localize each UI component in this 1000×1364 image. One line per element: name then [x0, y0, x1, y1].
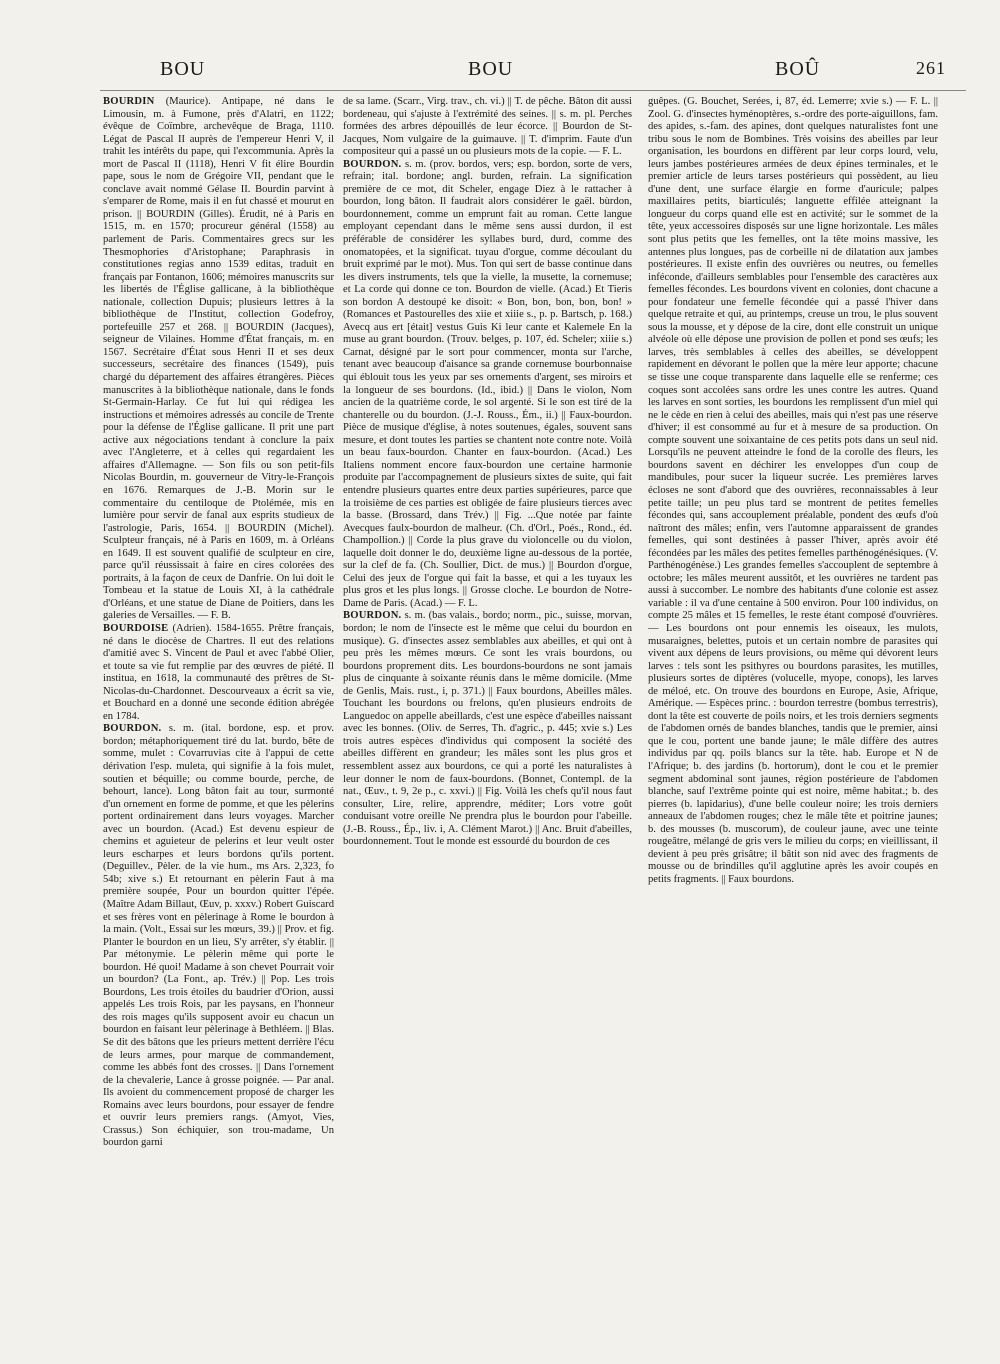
entry-text: (Maurice). Antipape, né dans le Limousin, m. à Fumone, près d'Alatri, en 1122; évêque de Coïmbre, archevêque de Braga, 1110. Légat de Pascal II auprès de l'empereur Henri V, il trahit les intérêts du pape, qui l'excommunia. Après la mort de Pascal II (1118), Henri V fit élire Bourdin pape, sous le nom de Grégoire VII, pendant que le conclave avait nommé Gélase II. Bourdin parvint à s'emparer de Rome, mais il en fut chassé et mourut en prison. || BOURDIN (Gilles). Érudit, né à Paris en 1515, m. en 1570; procureur général (1558) au parlement de Paris. Commentaires grecs sur les Thesmophories d'Aristophane; Paraphrasis in constitutiones regias anno 1539 editas, traduit en français par Fontanon, 1606; mémoires manuscrits sur les libertés de l'Église gallicane, à la bibliothèque nationale, collection Dupuis; plusieurs lettres à la bibliothèque de l'Institut, collection Godefroy, portefeuille 257 et 268. || BOURDIN (Jacques), seigneur de Vilaines. Homme d'État français, m. en 1567. Secrétaire d'État sous Henri II et ses deux successeurs, secrétaire des finances (1549), puis chargé du département des affaires étrangères. Pièces manuscrites à la bibliothèque nationale, dans le fonds St-Germain-Harlay. Ce fut lui qui rédigea les instructions et mémoires adressés au concile de Trente pour la défense de l'Église gallicane. Il prit une part active aux négociations tendant à conclure la paix avec l'Angleterre, et à celles qui regardaient les affaires d'Allemagne. — Son fils ou son petit-fils Nicolas Bourdin, m. gouverneur de Vitry-le-François en 1676. Remarques de J.-B. Morin sur le commentaire du centiloque de Ptolémée, mis en lumière pour servir de fanal aux esprits studieux de l'astrologie, Paris, 1654. || BOURDIN (Michel). Sculpteur français, né à Paris en 1609, m. à Orléans en 1649. Il est souvent qualifié de sculpteur en cire, parce qu'il réussissait à faire en cires colorées des portraits, à la façon de ceux de Danfrie. On lui doit le Tombeau et la statue de Louis XI, à la cathédrale d'Orléans, et une statue de Diane de Poitiers, dans les galeries de Versailles. — F. B.: [103, 96, 334, 622]
entry-bourdin: [103, 96, 334, 623]
entry-continuation: [648, 96, 938, 886]
headword: BOURDON.: [343, 610, 402, 622]
entry-text: de sa lame. (Scarr., Virg. trav., ch. vi.) || T. de pêche. Bâton dit aussi bordeneau, qui s'ajuste à l'extrémité des seines. || s. m. pl. Perches formées des arbres dépouillés de leur écorce. || Bourdon de St-Jacques, Nom vulgaire de la guimauve. || T. d'imprim. Faute d'un compositeur qui a passé un ou plusieurs mots de la copie. — F. L.: [343, 96, 632, 158]
entry-bourdon-baton: [103, 723, 334, 1150]
entry-text: s. m. (prov. bordos, vers; esp. bordon, sorte de vers, refrain; ital. bordone; angl. burden, refrain. La signification première de ce mot, dit Scheler, engage Diez à le rattacher à bourdon, long bâton. Il faudrait alors considérer le gaël. bùrdon, bourdonnement, comme un emprunt fait au roman. Cette langue employant cependant dans le même sens aussi durdon, il est préférable de considérer les syllabes burd, durd, comme des onomatopées, et la significat. tuyau d'orgue, comme découlant du bruit exprimé par le mot). Mus. Ton qui sert de basse continue dans les divers instruments, tels que la vielle, la musette, la cornemuse; et La corde qui donne ce ton. Bourdon de vielle. (Acad.) Et Tieris son bordon A destoupé ke disoit: « Bon, bon, bon, bon, bon! » (Romances et Pastourelles des xiie et xiiie s., p. p. Bartsch, p. 168.) Avecq aus ert [était] vestus Guis Ki leur cante et Kalemele En la muse au grant bourdon. (Trouv. belges, p. 107, éd. Scheler; xiiie s.) Carnat, désigné par le sort pour commencer, monta sur l'arche, tenant avec beaucoup d'aisance sa grande cornemuse bourbonnaise qui éblouit tous les yeux par ses ornements d'argent, ses miroirs et la longueur de ses bourdons. (Id., ibid.) || Dans le violon, Nom ancien de la quatrième corde, le sol argenté. Si le son est tiré de la chanterelle ou du bourdon. (J.-J. Rouss., Ém., ii.) || Faux-bourdon. Pièce de musique d'église, à notes soutenues, égales, souvent sans mesure, et dont toutes les parties se chantent note contre note. Voilà un beau faux-bourdon. Chanter en faux-bourdon. (Acad.) Les Italiens nomment encore faux-bourdon une certaine harmonie produite par l'accompagnement de plusieurs sixtes de suite, qui fait entendre plusieurs quartes entre deux parties supérieures, parce que la troisième de ces parties est obligée de faire plusieurs tierces avec la basse. (Brossard, dans Trév.) || Fig. ...Que notée par fainte Avecques faulx-bourdon de malheur. (Ch. d'Orl., Poés., Rond., éd. Champollion.) || Corde la plus grave du violoncelle ou du violon, laquelle doit donner le do, deuxième ligne au-dessous de la portée, sur la clef de fa. (Ch. Soullier, Dict. de mus.) || Bourdon d'orgue, Celui des jeux de l'orgue qui fait la basse, et qui a les tuyaux les plus gros et les plus longs. || Grosse cloche. Le bourdon de Notre-Dame de Paris. (Acad.) — F. L.: [343, 158, 632, 609]
running-head-left: BOU: [160, 58, 206, 80]
page-number: 261: [916, 58, 946, 78]
entry-text: s. m. (bas valais., bordo; norm., pic., suisse, morvan, bordon; le nom de l'insecte est le même que celui du bourdon en musique). G. d'insectes assez semblables aux abeilles, et qui ont à peu près les mêmes mœurs. Ce sont les vrais bourdons, ou bourdons proprement dits. Les bourdons-bourdons ne sont jamais plus de cinquante à soixante réunis dans le même domicile. (Mme de Genlis, Mais. rust., i, p. 371.) || Faux bourdons, Abeilles mâles. Touchant les bourdons ou frelons, qu'en plusieurs endroits de Languedoc on appelle abeillards, c'est une espèce d'abeilles naissant avec les bonnes. (Oliv. de Serres, Th. d'agric., p. 445; xvie s.) Les trois autres espèces d'individus qui composent la société des abeilles diffèrent en grandeur; les mâles sont les plus gros et ressemblent assez aux bourdons, ce qui a porté les naturalistes à leur donner le nom de faux-bourdons. (Bonnet, Contempl. de la nat., Œuv., t. 9, 2e p., c. xxvi.) || Fig. Voilà les chefs qu'il nous faut consulter, Lire, relire, apprendre, méditer; Lors votre goût conduisant votre oreille Ne prendra plus le bourdon pour l'abeille. (J.-B. Rouss., Ép., liv. i, A. Clément Marot.) || Anc. Bruit d'abeilles, bourdonnement. Tout le monde est essourdé du bourdon de ces: [343, 610, 632, 848]
entry-bourdon-musique: [343, 159, 632, 611]
entry-text: guêpes. (G. Bouchet, Serées, i, 87, éd. Lemerre; xvie s.) — F. L. || Zool. G. d'insectes hyménoptères, s.-ordre des porte-aiguillons, fam. des apides, s.-fam. des apines, dont quelques naturalistes font une tribu sous le nom de Bombines. Très voisins des abeilles par leur organisation, les bourdons en diffèrent par leur corps lourd, velu, leurs jambes postérieures armées de deux épines terminales, et le premier article de leurs tarses postérieurs qui possèdent, au lieu d'une dent, une surface élargie en forme d'auricule; palpes maxillaires petits, biarticulés; languette effilée atteignant la longueur du corps quand elle est en activité; sur le sommet de la tête, yeux accessoires disposés sur une ligne horizontale. Les mâles sont plus petits que les femelles, ont la tête moins massive, les antennes plus longues, pas de corbeille ni de dilatation aux jambes postérieures. Il existe enfin des ouvrières ou neutres, ou femelles inféconde, d'ailleurs semblables pour l'ensemble des caractères aux femelles fécondes. Les bourdons vivent en colonies, dont chacune a pour fondateur une femelle fécondée qui a passé l'hiver dans quelque retraite et qui, au printemps, creuse un trou, le plus souvent sous la mousse, et y dépose de la cire, dont elle construit un unique alvéole où elle dépose une provision de pollen et pond ses œufs; les larves, très semblables à celles des abeilles, se développent rapidement en dévorant le pollen que la mère leur apporte; chacune se tisse une coque transparente dans laquelle elle se renferme; ces coques sont accolées sans ordre les unes contre les autres. Quand les larves en sont sorties, les bourdons les remplissent d'un miel qui ne le cède en rien à celui des abeilles, mais qui n'est pas une réserve d'hiver; il est consommé au fur et à mesure de sa production. On compte souvent une soixantaine de ces petits pots dans un seul nid. Lorsqu'ils ne peuvent atteindre le fond de la corolle des fleurs, les bourdons savent en déchirer les enveloppes d'un coup de mandibules, pour sucer la liqueur sucrée. Les premières larves écloses ne sont d'abord que des ouvrières, reconnaissables à leur petite taille; un peu plus tard se montrent de petites femelles fécondes qui, sans accouplement préalable, pondent des œufs d'où naîtront des mâles; enfin, vers l'automne apparaissent de grandes femelles, qui sont destinées à passer l'hiver, après avoir été fécondées par les mâles des petites femelles parthénogénésiques. (V. Parthénogénèse.) Les grandes femelles s'accouplent de septembre à octobre; les mâles meurent aussitôt, et les ouvrières ne tardent pas aussi à succomber. Le nombre des habitants d'une colonie est assez variable : il va d'une centaine à 500 environ. Pour 100 individus, on compte 25 mâles et 15 femelles, le reste étant composé d'ouvrières. — Les bourdons ont pour ennemis les oiseaux, les mulots, musaraignes, belettes, putois et un certain nombre de parasites qui vivent aux dépens de leurs provisions, ou même qui dévorent leurs larves : tels sont les psithyres ou bourdons parasites, les mutilles, plusieurs sortes de diptères (volucelle, myope, conops), les larves de méloé, etc. On trouve des bourdons en Europe, Asie, Afrique, Amérique. — Espèces princ. : bourdon terrestre (bombus terrestris), dont la tête est couverte de poils noirs, et les trois derniers segments de l'abdomen ornés de bandes blanches, tandis que le premier, ainsi que le cou, portent une bande jaune; le mâle diffère des autres individus par qq. poils blancs sur la tête. hab. Europe et N de l'Afrique; b. des jardins (b. hortorum), dont le cou et le premier segment abdominal sont jaunes, région postérieure de l'abdomen blanche, sauf l'extrême pointe qui est noire, même habitat.; b. des pierres (b. lapidarius), d'une belle couleur noire; les trois derniers anneaux de l'abdomen rouges; chez le mâle tête et poitrine jaunes; b. des mousses (b. muscorum), de couleur jaune, avec une teinte rougeâtre, mélangé de gris vers le milieu du corps; en vieillissant, il devient à peu près grisâtre; il bâtit son nid avec des fragments de mousse ou de brindilles qu'il agglutine après les avoir coupés en petits fragments. || Faux bourdons.: [648, 96, 938, 885]
column-3: [648, 96, 938, 1336]
entry-bourdon-insecte: [343, 610, 632, 848]
column-1: [103, 96, 334, 1336]
headword: BOURDOISE: [103, 622, 169, 634]
entry-bourdoise: [103, 623, 334, 723]
headword: BOURDIN: [103, 96, 155, 107]
running-head: [0, 58, 1000, 88]
headword: BOURDON.: [343, 158, 402, 170]
running-head-center: BOU: [468, 58, 514, 80]
entry-continuation: [343, 96, 632, 159]
running-head-right: BOÛ: [775, 58, 821, 80]
entry-text: (Adrien). 1584-1655. Prêtre français, né dans le diocèse de Chartres. Il eut des relations d'amitié avec S. Vincent de Paul et avec l'abbé Olier, et toute sa vie fut remplie par des œuvres de piété. Il institua, en 1618, la communauté des prêtres de St-Nicolas-du-Chardonnet. Descourveaux a écrit sa vie, et Bouchard en a donné une seconde édition abrégée en 1784.: [103, 622, 334, 722]
header-rule: [100, 90, 966, 91]
column-2: [343, 96, 632, 1336]
headword: BOURDON.: [103, 723, 162, 735]
entry-text: s. m. (ital. bordone, esp. et prov. bordon; métaphoriquement tiré du lat. burdo, bête de somme, mulet : Covarruvias cite à l'appui de cette dérivation l'esp. muleta, qui signifie à la fois mulet, soutien et béquille; ou comme bourde, perche, de behourt, lance). Long bâton fait au tour, surmonté d'un ornement en forme de pomme, et que les pèlerins portent ordinairement dans leurs voyages. Marcher avec un bourdon. (Acad.) Est devenu espieur de chemins et aguieteur de pelerins et leur veult oster leurs escharpes et leurs bordons qu'ils portent. (Deguillev., Pèler. de la vie hum., ms Ars. 2,323, fo 54b; xive s.) Et retournant en pèlerin Faut à ma première soupée, Pour un bourdon quitter l'épée. (Maître Adam Billaut, Œuv, p. xxxv.) Robert Guiscard et ses frères vont en pèlerinage à Rome le bourdon à la main. (Volt., Essai sur les mœurs, 39.) || Prov. et fig. Planter le bourdon en un lieu, S'y arrêter, s'y établir. || Par métonymie. Le pèlerin même qui porte le bourdon. Hé quoi! Madame à son chevet Pourrait voir un bourdon? (La Font., ap. Trév.) || Pop. Les trois Bourdons, Les trois étoiles du baudrier d'Orion, aussi appelés Les trois Rois, par les paysans, en l'honneur des rois mages qu'ils supposent avoir eu chacun un bourdon en faisant leur pèlerinage à Bethléem. || Blas. Se dit des bâtons que les prieurs mettent derrière l'écu de leurs armes, pour marque de commandement, comme les abbés font des crosses. || Dans l'ornement de la chevalerie, Lance à grosse poignée. — Par anal. Ils avoient du commencement proposé de charger les Romains avec leurs bourdons, pour essayer de fendre et ouvrir leurs premiers rangs. (Amyot, Vies, Crassus.) Son échiquier, son trou-madame, Un bourdon garni: [103, 723, 334, 1149]
